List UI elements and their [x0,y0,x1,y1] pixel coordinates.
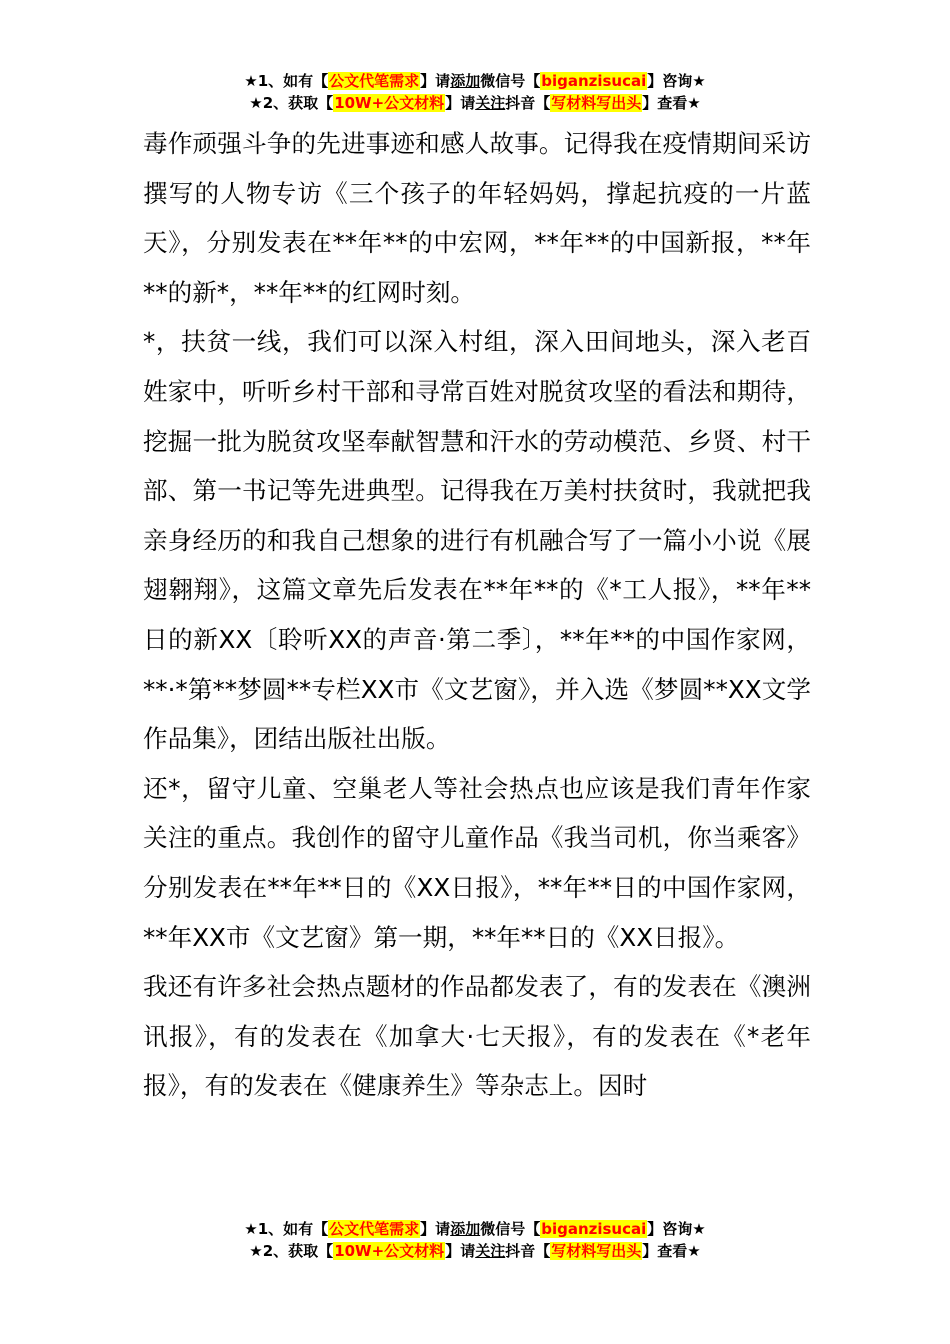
paragraph: 我还有许多社会热点题材的作品都发表了，有的发表在《澳洲讯报》，有的发表在《加拿大·七天报》，有的发表在《*老年报》，有的发表在《健康养生》等杂志上。因时 [143,972,811,1101]
banner-text: 】咨询★ [647,1220,706,1238]
banner-line-2 [0,92,950,114]
banner-text: 微信号【 [480,72,541,90]
banner-text: 】请 [420,72,451,90]
banner-text: ★1、如有【 [244,72,329,90]
banner-text: 】请 [445,1242,476,1260]
footer-banner [0,1218,950,1262]
banner-text: 抖音【 [505,94,551,112]
document-body [143,119,811,1111]
banner-line-2 [0,1240,950,1262]
banner-wechat-id: biganzisucai [541,72,647,90]
banner-text: 】查看★ [642,94,701,112]
paragraph: *，扶贫一线，我们可以深入村组，深入田间地头，深入老百姓家中，听听乡村干部和寻常百姓对脱贫攻坚的看法和期待，挖掘一批为脱贫攻坚奉献智慧和汗水的劳动模范、乡贤、村干部、第一书记等先进典型。记得我在万美村扶贫时，我就把我亲身经历的和我自己想象的进行有机融合写了一篇小小说《展翅翱翔》，这篇文章先后发表在**年**的《*工人报》，**年**日的新XX〔聆听XX的声音·第二季〕，**年**的中国作家网，**·*第**梦圆**专栏XX市《文艺窗》，并入选《梦圆**XX文学作品集》，团结出版社出版。 [143,327,811,754]
banner-text: 微信号【 [480,1220,541,1238]
banner-highlight: 10W+公文材料 [334,94,445,112]
banner-highlight: 公文代笔需求 [329,1220,420,1238]
paragraph: 还*，留守儿童、空巢老人等社会热点也应该是我们青年作家关注的重点。我创作的留守儿童作品《我当司机，你当乘客》分别发表在**年**日的《XX日报》，**年**日的中国作家网，**年XX市《文艺窗》第一期，**年**日的《XX日报》。 [143,773,811,952]
banner-highlight: 公文代笔需求 [329,72,420,90]
banner-line-1 [0,1218,950,1240]
banner-line-1 [0,70,950,92]
banner-text: 抖音【 [505,1242,551,1260]
banner-text: 】请 [420,1220,451,1238]
banner-text: 】咨询★ [647,72,706,90]
banner-text: ★2、获取【 [249,94,334,112]
banner-text: ★1、如有【 [244,1220,329,1238]
banner-underlined: 添加 [450,72,481,90]
banner-text: 】请 [445,94,476,112]
banner-douyin-name: 写材料写出头 [551,94,642,112]
header-banner [0,70,950,114]
banner-text: ★2、获取【 [249,1242,334,1260]
banner-wechat-id: biganzisucai [541,1220,647,1238]
banner-underlined: 关注 [475,94,506,112]
paragraph: 毒作顽强斗争的先进事迹和感人故事。记得我在疫情期间采访撰写的人物专访《三个孩子的年轻妈妈，撑起抗疫的一片蓝天》，分别发表在**年**的中宏网，**年**的中国新报，**年**的新*，**年**的红网时刻。 [143,129,811,307]
banner-text: 】查看★ [642,1242,701,1260]
banner-underlined: 添加 [450,1220,481,1238]
banner-douyin-name: 写材料写出头 [551,1242,642,1260]
banner-underlined: 关注 [475,1242,506,1260]
banner-highlight: 10W+公文材料 [334,1242,445,1260]
